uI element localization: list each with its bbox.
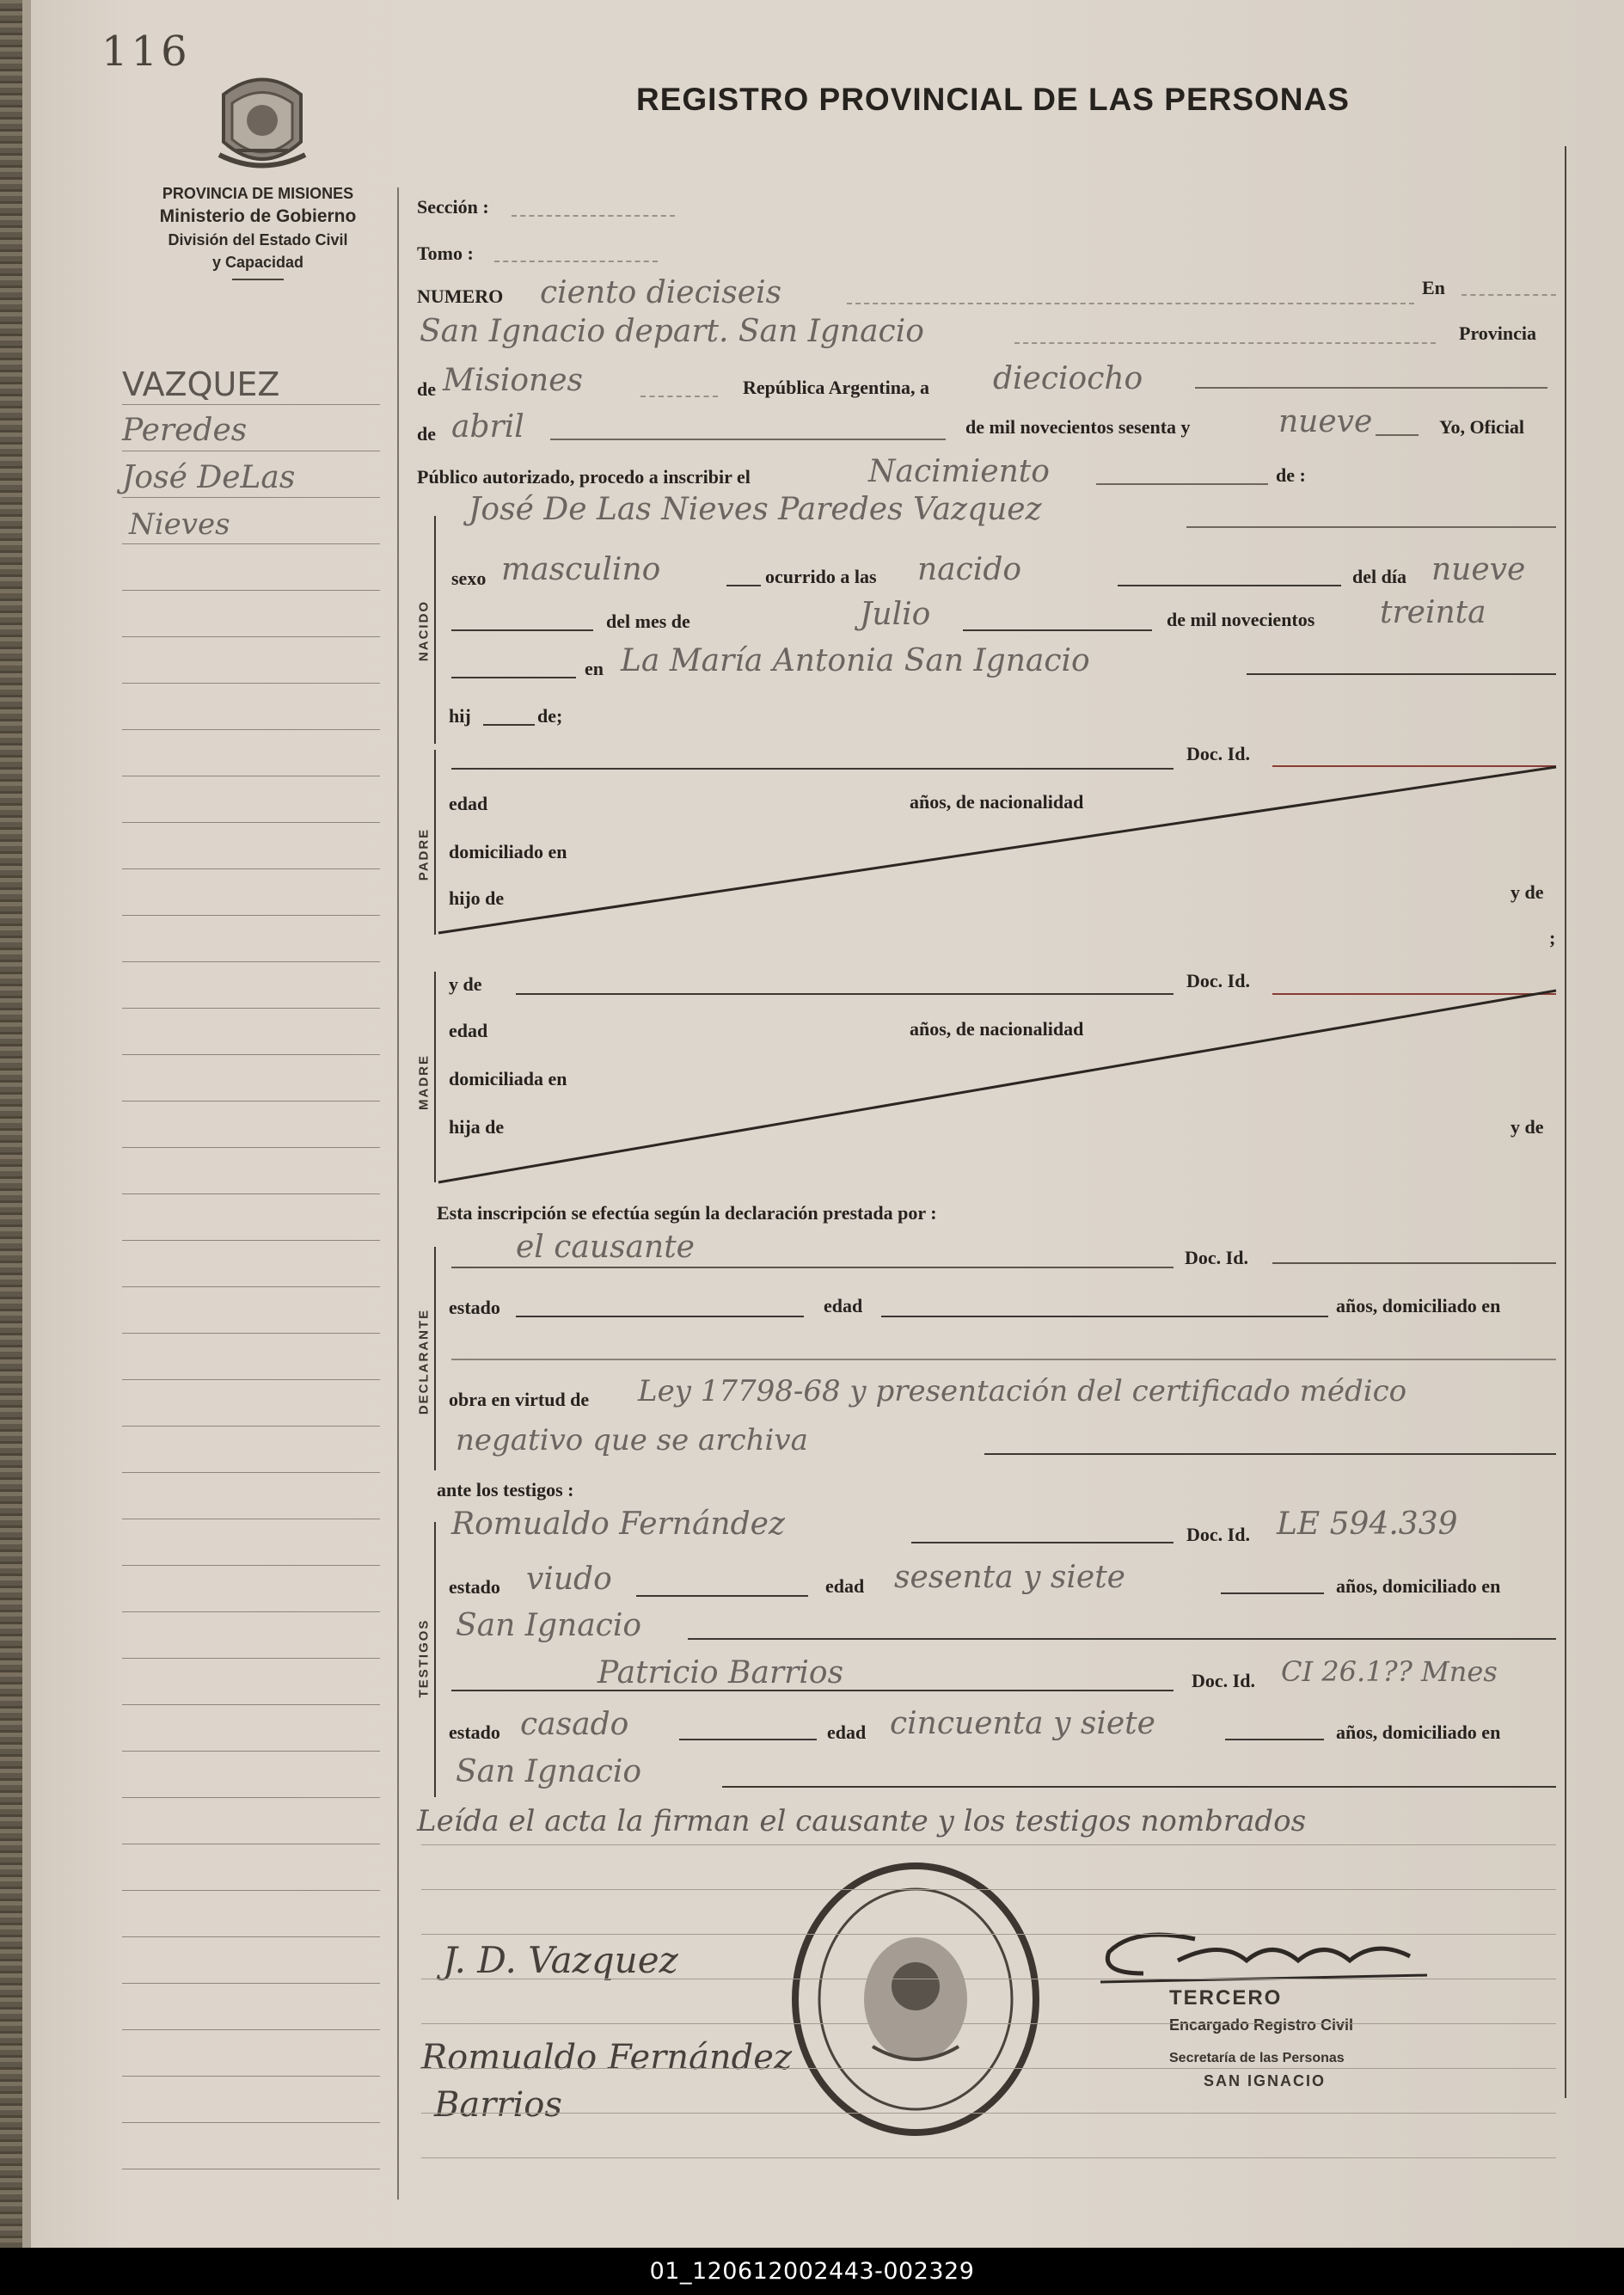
signature-rule-line	[421, 1889, 1556, 1890]
provincia-value: Misiones	[443, 363, 584, 398]
issuer-capacity: y Capacidad	[211, 254, 304, 271]
official-round-seal-icon	[787, 1857, 1045, 2141]
obra-value-2: negativo que se archiva	[456, 1423, 808, 1457]
margin-rule-line	[122, 1147, 380, 1148]
hij-label: hij	[449, 705, 471, 727]
testigo2-estado: casado	[520, 1707, 629, 1742]
margin-rule-line	[122, 2029, 380, 2030]
margin-rule-line	[122, 1704, 380, 1705]
coat-of-arms-icon	[206, 69, 318, 181]
margin-second-surname: Peredes	[122, 413, 248, 448]
binding-edge	[22, 0, 31, 2248]
margin-given-name-2: Nieves	[129, 507, 230, 542]
republica-label: República Argentina, a	[743, 377, 929, 398]
padre-semicolon: ;	[1549, 927, 1556, 948]
testigo1-doc-label: Doc. Id.	[1186, 1524, 1250, 1545]
issuer-ministry: Ministerio de Gobierno	[159, 206, 357, 226]
margin-rule-line	[122, 1472, 380, 1473]
margin-rule-line	[122, 1426, 380, 1427]
declarante-nombre: el causante	[516, 1230, 695, 1265]
testigo1-doc: LE 594.339	[1277, 1506, 1458, 1542]
cierre-text: Leída el acta la firman el causante y los testigos nombrados	[417, 1804, 1307, 1838]
numero-value: ciento dieciseis	[540, 275, 782, 310]
testigos-section-label: TESTIGOS	[416, 1618, 432, 1698]
margin-rule-line	[122, 822, 380, 823]
padre-domicilio-label: domiciliado en	[449, 841, 567, 862]
officer-stamp-name: TERCERO	[1169, 1986, 1283, 2010]
margin-rule-line	[122, 868, 380, 869]
officer-stamp-office: Secretaría de las Personas	[1169, 2051, 1345, 2065]
margin-given-name: José DeLas	[122, 460, 296, 495]
padre-nacionalidad-label: años, de nacionalidad	[910, 791, 1084, 813]
madre-yde2-label: y de	[1511, 1116, 1544, 1138]
firma-testigo-1: Romualdo Fernández	[421, 2038, 793, 2077]
margin-rule-line	[122, 1890, 380, 1891]
nacido-en-label: en	[585, 658, 604, 679]
nacido-section-label: NACIDO	[416, 599, 432, 662]
margin-rule-line	[122, 1240, 380, 1241]
sexo-label: sexo	[451, 568, 487, 589]
lugar-value: San Ignacio depart. San Ignacio	[420, 314, 924, 349]
officer-stamp-title: Encargado Registro Civil	[1169, 2016, 1354, 2034]
officer-stamp-place: SAN IGNACIO	[1204, 2072, 1327, 2089]
testigo2-nombre: Patricio Barrios	[598, 1655, 844, 1691]
sexo-value: masculino	[501, 552, 661, 587]
declaracion-label: Esta inscripción se efectúa según la declaración prestada por :	[437, 1202, 937, 1224]
testigo1-estado-label: estado	[449, 1576, 500, 1598]
madre-domicilio-label: domiciliada en	[449, 1068, 567, 1089]
margin-rule-line	[122, 1379, 380, 1380]
testigo1-nombre: Romualdo Fernández	[451, 1506, 785, 1542]
testigos-intro: ante los testigos :	[437, 1479, 574, 1500]
padre-edad-label: edad	[449, 793, 488, 814]
margin-rule-line	[122, 683, 380, 684]
page-number: 116	[101, 28, 191, 76]
margin-rule-line	[122, 1333, 380, 1334]
declarante-section-label: DECLARANTE	[416, 1308, 432, 1415]
margin-rule-line	[122, 2122, 380, 2123]
signature-rule-line	[421, 2113, 1556, 2114]
padre-section-label: PADRE	[416, 827, 432, 881]
en-label: En	[1422, 277, 1445, 298]
nacido-anio-value: treinta	[1380, 595, 1486, 630]
hora-value: nacido	[917, 552, 1022, 587]
margin-rule-line	[122, 1658, 380, 1659]
book-binding	[0, 0, 22, 2248]
testigo1-domicilio: San Ignacio	[456, 1608, 642, 1643]
margin-rule-line	[122, 1983, 380, 1984]
margin-rule-line	[122, 1286, 380, 1287]
numero-label: NUMERO	[417, 285, 504, 307]
nacido-lugar: La María Antonia San Ignacio	[621, 643, 1090, 678]
dia-label: del día	[1352, 566, 1406, 587]
margin-rule-line	[122, 1008, 380, 1009]
margin-rule-line	[122, 404, 380, 405]
margin-rule-line	[122, 1751, 380, 1752]
firma-causante: J. D. Vazquez	[443, 1939, 678, 1981]
nacido-nombre: José De Las Nieves Paredes Vazquez	[469, 492, 1042, 527]
testigo2-domicilio-label: años, domiciliado en	[1336, 1721, 1501, 1743]
signature-rule-line	[421, 2157, 1556, 2158]
issuer-province: PROVINCIA DE MISIONES	[162, 185, 354, 202]
testigo1-edad: sesenta y siete	[894, 1560, 1125, 1595]
padre-doc-label: Doc. Id.	[1186, 743, 1250, 764]
de3-label: de :	[1276, 464, 1306, 486]
obra-value: Ley 17798-68 y presentación del certificado médico	[638, 1374, 1407, 1408]
issuer-division: División del Estado Civil	[168, 231, 348, 249]
nacido-dia-value: nueve	[1431, 552, 1526, 587]
signature-rule-line	[421, 2023, 1556, 2024]
seccion-label: Sección :	[417, 196, 489, 218]
testigo2-estado-label: estado	[449, 1721, 500, 1743]
signature-rule-line	[421, 1934, 1556, 1935]
de2-label: de	[417, 423, 436, 445]
anio-label: de mil novecientos sesenta y	[965, 416, 1191, 438]
image-id-footer: 01_120612002443-002329	[0, 2248, 1624, 2295]
declarante-edad-label: edad	[824, 1295, 863, 1316]
margin-rule-line	[122, 497, 380, 498]
madre-doc-label: Doc. Id.	[1186, 970, 1250, 991]
padre-cancel-stroke	[434, 757, 1560, 937]
dia-value: dieciocho	[993, 361, 1143, 396]
declarante-doc-label: Doc. Id.	[1185, 1247, 1248, 1268]
declarante-domicilio-label: años, domiciliado en	[1336, 1295, 1501, 1316]
testigo1-edad-label: edad	[825, 1575, 865, 1597]
madre-hija-label: hija de	[449, 1116, 505, 1138]
testigo1-estado: viudo	[526, 1562, 612, 1597]
margin-rule-line	[122, 1936, 380, 1937]
margin-rule-line	[122, 2076, 380, 2077]
margin-surname: VAZQUEZ	[122, 365, 280, 403]
margin-rule-line	[122, 543, 380, 544]
testigo2-edad-label: edad	[827, 1721, 867, 1743]
acto-value: Nacimiento	[868, 454, 1050, 489]
margin-rule-line	[122, 1054, 380, 1055]
margin-rule-line	[122, 1797, 380, 1798]
madre-edad-label: edad	[449, 1020, 488, 1041]
page-title: REGISTRO PROVINCIAL DE LAS PERSONAS	[636, 82, 1350, 117]
mes-label: del mes de	[606, 611, 690, 632]
obra-label: obra en virtud de	[449, 1389, 590, 1410]
de-label: de	[417, 378, 436, 400]
signature-rule-line	[421, 2068, 1556, 2069]
margin-rule-line	[122, 1611, 380, 1612]
oficial-label: Yo, Oficial	[1439, 416, 1524, 438]
madre-yde-label: y de	[449, 973, 482, 995]
anio-value: nueve	[1278, 404, 1373, 439]
testigo2-doc: CI 26.1?? Mnes	[1281, 1655, 1498, 1688]
signature-rule-line	[421, 1844, 1556, 1845]
ocurrido-label: ocurrido a las	[765, 566, 877, 587]
mes-value: abril	[451, 409, 524, 445]
provincia-label: Provincia	[1459, 322, 1537, 344]
margin-rule-line	[122, 1565, 380, 1566]
margin-rule-line	[122, 915, 380, 916]
padre-yde-label: y de	[1511, 881, 1544, 903]
madre-section-label: MADRE	[416, 1054, 432, 1110]
testigo2-domicilio: San Ignacio	[456, 1754, 642, 1789]
testigo2-doc-label: Doc. Id.	[1192, 1670, 1255, 1691]
declarante-estado-label: estado	[449, 1297, 500, 1318]
margin-rule-line	[122, 636, 380, 637]
firma-testigo-2: Barrios	[434, 2085, 562, 2125]
margin-rule-line	[122, 961, 380, 962]
publico-label: Público autorizado, procedo a inscribir el	[417, 466, 751, 488]
padre-hijo-label: hijo de	[449, 887, 505, 909]
nacido-anio-label: de mil novecientos	[1167, 609, 1315, 630]
nacido-mes-value: Julio	[860, 597, 931, 632]
testigo1-domicilio-label: años, domiciliado en	[1336, 1575, 1501, 1597]
tomo-label: Tomo :	[417, 242, 474, 264]
hij-de-label: de;	[537, 705, 563, 727]
testigo2-edad: cincuenta y siete	[890, 1706, 1155, 1741]
margin-rule-line	[122, 729, 380, 730]
madre-nacionalidad-label: años, de nacionalidad	[910, 1018, 1084, 1040]
margin-rule-line	[122, 590, 380, 591]
madre-cancel-stroke	[434, 980, 1560, 1187]
